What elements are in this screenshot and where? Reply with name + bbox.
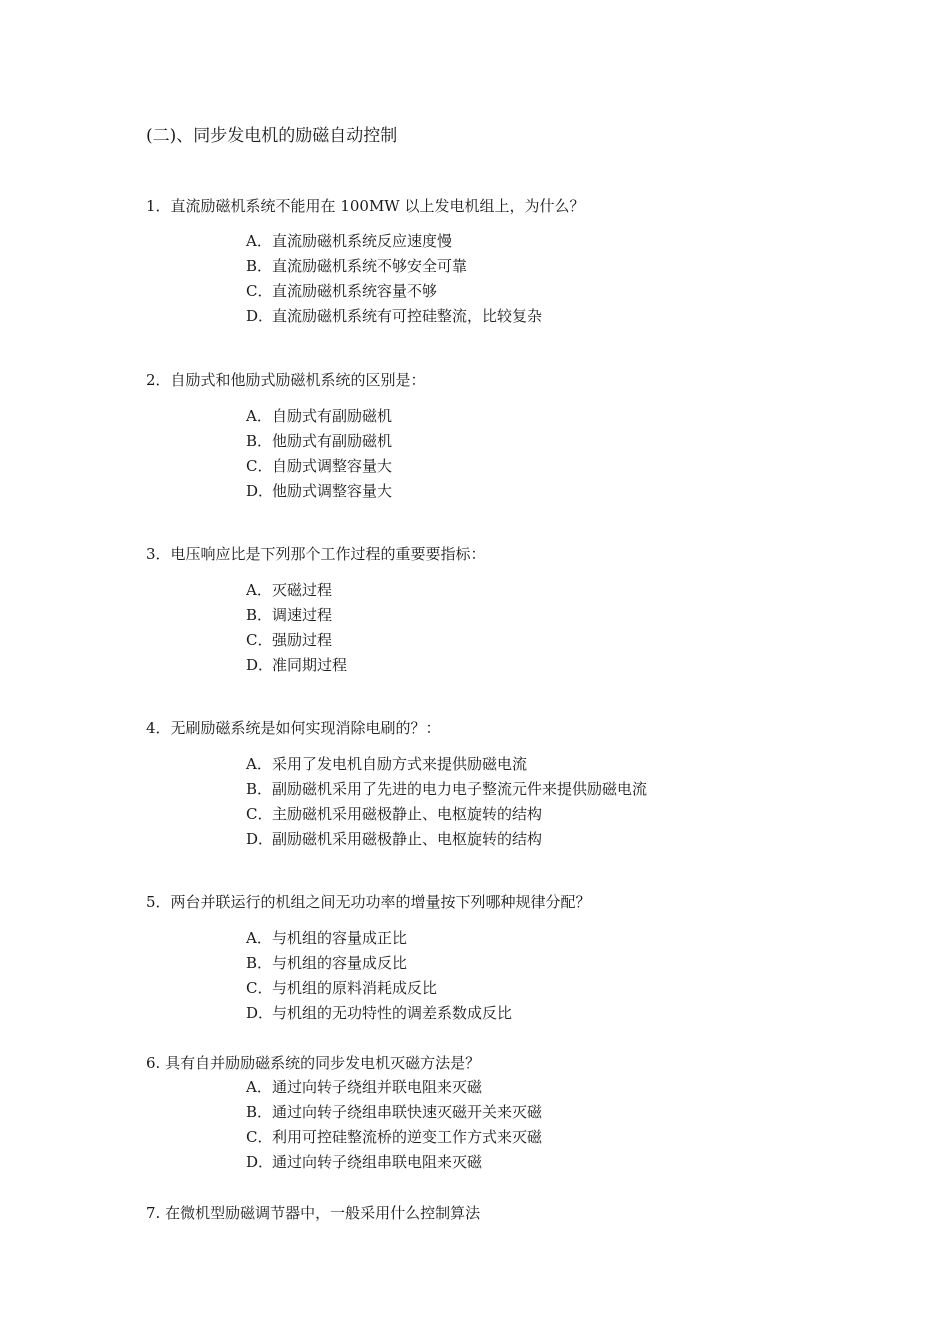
option-letter: D． — [246, 482, 274, 500]
question-4-stem: 4．无刷励磁系统是如何实现消除电刷的？： — [146, 719, 441, 737]
option-letter: B． — [246, 432, 273, 450]
option-letter: D． — [246, 1153, 274, 1171]
option-1d — [246, 304, 542, 329]
section-title: (二)、同步发电机的励磁自动控制 — [146, 126, 398, 146]
option-text: 副励磁机采用磁极静止、电枢旋转的结构 — [272, 830, 543, 848]
option-text: 通过向转子绕组并联电阻来灭磁 — [272, 1078, 483, 1096]
option-letter: A． — [246, 755, 272, 773]
option-2b — [246, 429, 392, 454]
option-6b — [246, 1100, 542, 1125]
option-4d — [246, 827, 647, 852]
option-text: 与机组的无功特性的调差系数成反比 — [272, 1004, 513, 1022]
question-7-stem: 7. 在微机型励磁调节器中，一般采用什么控制算法 — [146, 1204, 481, 1222]
option-text: 自励式有副励磁机 — [272, 407, 393, 425]
option-text: 自励式调整容量大 — [272, 457, 393, 475]
option-text: 副励磁机采用了先进的电力电子整流元件来提供励磁电流 — [272, 780, 648, 798]
option-5c — [246, 976, 512, 1001]
question-3-options — [246, 578, 347, 678]
option-2c — [246, 454, 392, 479]
option-text: 与机组的原料消耗成反比 — [272, 979, 438, 997]
option-text: 主励磁机采用磁极静止、电枢旋转的结构 — [272, 805, 543, 823]
option-text: 他励式调整容量大 — [272, 482, 393, 500]
option-3a — [246, 578, 347, 603]
option-letter: B． — [246, 606, 273, 624]
question-2-stem: 2．自励式和他励式励磁机系统的区别是： — [146, 371, 426, 389]
question-5-options — [246, 926, 512, 1026]
option-2d — [246, 479, 392, 504]
option-3c — [246, 628, 347, 653]
option-letter: C． — [246, 631, 273, 649]
option-text: 调速过程 — [272, 606, 333, 624]
option-1c — [246, 279, 542, 304]
option-letter: D． — [246, 1004, 274, 1022]
option-letter: B． — [246, 1103, 273, 1121]
option-letter: C． — [246, 1128, 273, 1146]
option-4a — [246, 752, 647, 777]
question-6-options — [246, 1075, 542, 1175]
option-letter: C． — [246, 805, 273, 823]
option-letter: B． — [246, 780, 273, 798]
option-3d — [246, 653, 347, 678]
option-text: 通过向转子绕组串联电阻来灭磁 — [272, 1153, 483, 1171]
option-text: 他励式有副励磁机 — [272, 432, 393, 450]
option-letter: B． — [246, 954, 273, 972]
option-4b — [246, 777, 647, 802]
option-6a — [246, 1075, 542, 1100]
option-text: 直流励磁机系统不够安全可靠 — [272, 257, 468, 275]
option-letter: A． — [246, 581, 272, 599]
option-letter: B． — [246, 257, 273, 275]
option-text: 采用了发电机自励方式来提供励磁电流 — [272, 755, 528, 773]
option-5a — [246, 926, 512, 951]
option-5d — [246, 1001, 512, 1026]
option-text: 直流励磁机系统容量不够 — [272, 282, 438, 300]
option-letter: A． — [246, 232, 272, 250]
question-2-options — [246, 404, 392, 504]
option-text: 准同期过程 — [272, 656, 348, 674]
option-letter: A． — [246, 929, 272, 947]
option-letter: D． — [246, 656, 274, 674]
option-letter: A． — [246, 407, 272, 425]
option-4c — [246, 802, 647, 827]
question-1-stem: 1．直流励磁机系统不能用在 100MW 以上发电机组上，为什么？ — [146, 197, 585, 215]
option-letter: C． — [246, 282, 273, 300]
option-text: 直流励磁机系统反应速度慢 — [272, 232, 453, 250]
option-6d — [246, 1150, 542, 1175]
option-text: 通过向转子绕组串联快速灭磁开关来灭磁 — [272, 1103, 543, 1121]
option-6c — [246, 1125, 542, 1150]
option-letter: D． — [246, 830, 274, 848]
option-text: 直流励磁机系统有可控硅整流，比较复杂 — [272, 307, 543, 325]
option-letter: C． — [246, 457, 273, 475]
question-1-options — [246, 229, 542, 329]
option-text: 强励过程 — [272, 631, 333, 649]
option-letter: D． — [246, 307, 274, 325]
option-text: 利用可控硅整流桥的逆变工作方式来灭磁 — [272, 1128, 543, 1146]
option-5b — [246, 951, 512, 976]
option-text: 与机组的容量成反比 — [272, 954, 408, 972]
question-4-options — [246, 752, 647, 852]
question-6-stem: 6. 具有自并励励磁系统的同步发电机灭磁方法是？ — [146, 1054, 481, 1072]
option-1a — [246, 229, 542, 254]
option-3b — [246, 603, 347, 628]
option-2a — [246, 404, 392, 429]
option-text: 与机组的容量成正比 — [272, 929, 408, 947]
question-3-stem: 3．电压响应比是下列那个工作过程的重要要指标： — [146, 545, 486, 563]
option-letter: C． — [246, 979, 273, 997]
question-5-stem: 5．两台并联运行的机组之间无功功率的增量按下列哪种规律分配？ — [146, 893, 591, 911]
option-text: 灭磁过程 — [272, 581, 333, 599]
option-letter: A． — [246, 1078, 272, 1096]
option-1b — [246, 254, 542, 279]
